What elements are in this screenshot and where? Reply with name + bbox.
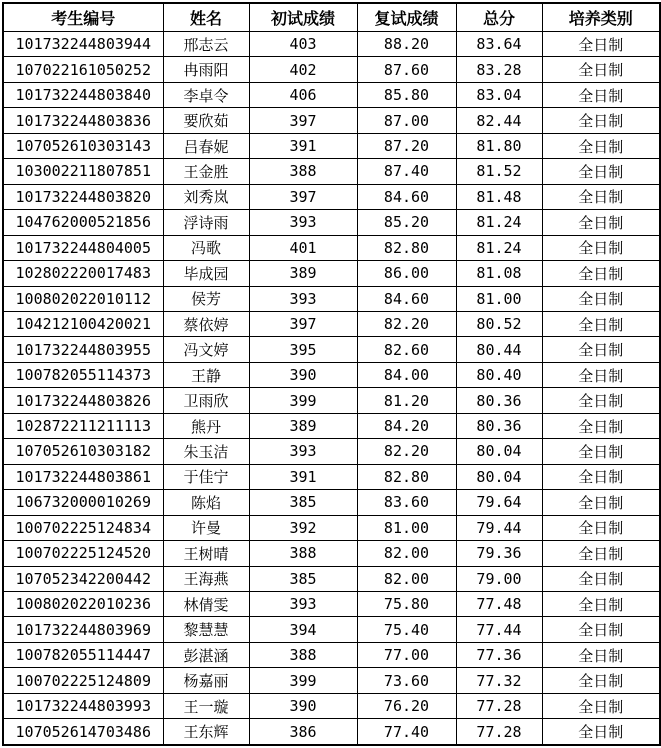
program-type-cell: 全日制 bbox=[542, 32, 660, 57]
total-score-cell: 80.44 bbox=[456, 337, 542, 362]
candidate-id-cell: 100802022010112 bbox=[3, 286, 163, 311]
total-score-cell: 80.04 bbox=[456, 464, 542, 489]
table-row bbox=[3, 719, 660, 745]
column-header-initial-score: 初试成绩 bbox=[249, 3, 357, 32]
total-score-cell: 77.36 bbox=[456, 642, 542, 667]
program-type-cell: 全日制 bbox=[542, 668, 660, 693]
candidate-id-cell: 100702225124809 bbox=[3, 668, 163, 693]
initial-score-cell: 397 bbox=[249, 108, 357, 133]
table-row bbox=[3, 566, 660, 591]
program-type-cell: 全日制 bbox=[542, 311, 660, 336]
table-row bbox=[3, 57, 660, 82]
program-type-cell: 全日制 bbox=[542, 337, 660, 362]
name-cell: 毕成园 bbox=[163, 261, 249, 286]
candidate-id-cell: 101732244803861 bbox=[3, 464, 163, 489]
name-cell: 于佳宁 bbox=[163, 464, 249, 489]
retest-score-cell: 84.60 bbox=[357, 286, 456, 311]
candidate-id-cell: 102872211211113 bbox=[3, 413, 163, 438]
program-type-cell: 全日制 bbox=[542, 464, 660, 489]
candidate-id-cell: 101732244803955 bbox=[3, 337, 163, 362]
name-cell: 王一璇 bbox=[163, 693, 249, 718]
total-score-cell: 80.40 bbox=[456, 362, 542, 387]
retest-score-cell: 73.60 bbox=[357, 668, 456, 693]
initial-score-cell: 392 bbox=[249, 515, 357, 540]
retest-score-cell: 85.80 bbox=[357, 82, 456, 107]
table-row bbox=[3, 311, 660, 336]
total-score-cell: 81.48 bbox=[456, 184, 542, 209]
retest-score-cell: 76.20 bbox=[357, 693, 456, 718]
table-row bbox=[3, 541, 660, 566]
initial-score-cell: 388 bbox=[249, 159, 357, 184]
program-type-cell: 全日制 bbox=[542, 642, 660, 667]
total-score-cell: 80.04 bbox=[456, 439, 542, 464]
retest-score-cell: 86.00 bbox=[357, 261, 456, 286]
program-type-cell: 全日制 bbox=[542, 591, 660, 616]
name-cell: 林倩雯 bbox=[163, 591, 249, 616]
candidate-id-cell: 107022161050252 bbox=[3, 57, 163, 82]
initial-score-cell: 391 bbox=[249, 133, 357, 158]
total-score-cell: 79.00 bbox=[456, 566, 542, 591]
table-row bbox=[3, 515, 660, 540]
table-row bbox=[3, 413, 660, 438]
table-row bbox=[3, 210, 660, 235]
column-header-name: 姓名 bbox=[163, 3, 249, 32]
name-cell: 王海燕 bbox=[163, 566, 249, 591]
initial-score-cell: 389 bbox=[249, 413, 357, 438]
candidate-id-cell: 107052614703486 bbox=[3, 719, 163, 745]
name-cell: 蔡依婷 bbox=[163, 311, 249, 336]
retest-score-cell: 82.60 bbox=[357, 337, 456, 362]
initial-score-cell: 399 bbox=[249, 668, 357, 693]
name-cell: 邢志云 bbox=[163, 32, 249, 57]
initial-score-cell: 401 bbox=[249, 235, 357, 260]
total-score-cell: 80.36 bbox=[456, 388, 542, 413]
retest-score-cell: 88.20 bbox=[357, 32, 456, 57]
retest-score-cell: 85.20 bbox=[357, 210, 456, 235]
name-cell: 王东辉 bbox=[163, 719, 249, 745]
total-score-cell: 79.44 bbox=[456, 515, 542, 540]
initial-score-cell: 399 bbox=[249, 388, 357, 413]
retest-score-cell: 87.40 bbox=[357, 159, 456, 184]
retest-score-cell: 87.20 bbox=[357, 133, 456, 158]
retest-score-cell: 77.40 bbox=[357, 719, 456, 745]
total-score-cell: 81.08 bbox=[456, 261, 542, 286]
total-score-cell: 83.28 bbox=[456, 57, 542, 82]
table-row bbox=[3, 337, 660, 362]
table-row bbox=[3, 693, 660, 718]
initial-score-cell: 389 bbox=[249, 261, 357, 286]
initial-score-cell: 386 bbox=[249, 719, 357, 745]
table-row bbox=[3, 184, 660, 209]
initial-score-cell: 395 bbox=[249, 337, 357, 362]
candidate-id-cell: 107052610303143 bbox=[3, 133, 163, 158]
admission-score-table bbox=[2, 2, 661, 746]
name-cell: 侯芳 bbox=[163, 286, 249, 311]
column-header-program-type: 培养类别 bbox=[542, 3, 660, 32]
name-cell: 李卓令 bbox=[163, 82, 249, 107]
initial-score-cell: 402 bbox=[249, 57, 357, 82]
table-row bbox=[3, 362, 660, 387]
initial-score-cell: 385 bbox=[249, 566, 357, 591]
table-row bbox=[3, 668, 660, 693]
retest-score-cell: 82.20 bbox=[357, 311, 456, 336]
table-row bbox=[3, 490, 660, 515]
name-cell: 浮诗雨 bbox=[163, 210, 249, 235]
initial-score-cell: 391 bbox=[249, 464, 357, 489]
program-type-cell: 全日制 bbox=[542, 57, 660, 82]
table-row bbox=[3, 32, 660, 57]
name-cell: 黎慧慧 bbox=[163, 617, 249, 642]
total-score-cell: 79.36 bbox=[456, 541, 542, 566]
total-score-cell: 80.36 bbox=[456, 413, 542, 438]
table-row bbox=[3, 388, 660, 413]
program-type-cell: 全日制 bbox=[542, 413, 660, 438]
initial-score-cell: 390 bbox=[249, 362, 357, 387]
table-row bbox=[3, 642, 660, 667]
program-type-cell: 全日制 bbox=[542, 235, 660, 260]
table-row bbox=[3, 261, 660, 286]
name-cell: 卫雨欣 bbox=[163, 388, 249, 413]
candidate-id-cell: 101732244803820 bbox=[3, 184, 163, 209]
program-type-cell: 全日制 bbox=[542, 693, 660, 718]
candidate-id-cell: 101732244803969 bbox=[3, 617, 163, 642]
candidate-id-cell: 100702225124520 bbox=[3, 541, 163, 566]
candidate-id-cell: 101732244803826 bbox=[3, 388, 163, 413]
initial-score-cell: 397 bbox=[249, 311, 357, 336]
total-score-cell: 80.52 bbox=[456, 311, 542, 336]
total-score-cell: 83.64 bbox=[456, 32, 542, 57]
total-score-cell: 82.44 bbox=[456, 108, 542, 133]
column-header-retest-score: 复试成绩 bbox=[357, 3, 456, 32]
name-cell: 彭湛涵 bbox=[163, 642, 249, 667]
table-row bbox=[3, 108, 660, 133]
candidate-id-cell: 101732244803836 bbox=[3, 108, 163, 133]
table-row bbox=[3, 439, 660, 464]
name-cell: 冯歌 bbox=[163, 235, 249, 260]
initial-score-cell: 393 bbox=[249, 591, 357, 616]
name-cell: 朱玉洁 bbox=[163, 439, 249, 464]
retest-score-cell: 82.00 bbox=[357, 541, 456, 566]
retest-score-cell: 83.60 bbox=[357, 490, 456, 515]
candidate-id-cell: 100782055114373 bbox=[3, 362, 163, 387]
program-type-cell: 全日制 bbox=[542, 617, 660, 642]
candidate-id-cell: 106732000010269 bbox=[3, 490, 163, 515]
program-type-cell: 全日制 bbox=[542, 133, 660, 158]
name-cell: 冯文婷 bbox=[163, 337, 249, 362]
initial-score-cell: 397 bbox=[249, 184, 357, 209]
name-cell: 王树晴 bbox=[163, 541, 249, 566]
program-type-cell: 全日制 bbox=[542, 261, 660, 286]
initial-score-cell: 393 bbox=[249, 286, 357, 311]
candidate-id-cell: 101732244803993 bbox=[3, 693, 163, 718]
program-type-cell: 全日制 bbox=[542, 490, 660, 515]
name-cell: 陈焰 bbox=[163, 490, 249, 515]
name-cell: 熊丹 bbox=[163, 413, 249, 438]
table-body bbox=[3, 32, 660, 746]
total-score-cell: 77.48 bbox=[456, 591, 542, 616]
retest-score-cell: 82.80 bbox=[357, 464, 456, 489]
retest-score-cell: 75.40 bbox=[357, 617, 456, 642]
program-type-cell: 全日制 bbox=[542, 159, 660, 184]
initial-score-cell: 388 bbox=[249, 541, 357, 566]
candidate-id-cell: 107052610303182 bbox=[3, 439, 163, 464]
table-row bbox=[3, 286, 660, 311]
retest-score-cell: 81.00 bbox=[357, 515, 456, 540]
table-row bbox=[3, 235, 660, 260]
initial-score-cell: 393 bbox=[249, 210, 357, 235]
total-score-cell: 81.52 bbox=[456, 159, 542, 184]
program-type-cell: 全日制 bbox=[542, 388, 660, 413]
name-cell: 王静 bbox=[163, 362, 249, 387]
retest-score-cell: 84.00 bbox=[357, 362, 456, 387]
program-type-cell: 全日制 bbox=[542, 541, 660, 566]
total-score-cell: 77.32 bbox=[456, 668, 542, 693]
program-type-cell: 全日制 bbox=[542, 515, 660, 540]
retest-score-cell: 82.20 bbox=[357, 439, 456, 464]
table-row bbox=[3, 159, 660, 184]
table-row bbox=[3, 82, 660, 107]
total-score-cell: 77.44 bbox=[456, 617, 542, 642]
total-score-cell: 81.80 bbox=[456, 133, 542, 158]
initial-score-cell: 393 bbox=[249, 439, 357, 464]
total-score-cell: 83.04 bbox=[456, 82, 542, 107]
table-row bbox=[3, 464, 660, 489]
total-score-cell: 81.24 bbox=[456, 235, 542, 260]
name-cell: 许曼 bbox=[163, 515, 249, 540]
total-score-cell: 81.24 bbox=[456, 210, 542, 235]
total-score-cell: 81.00 bbox=[456, 286, 542, 311]
initial-score-cell: 403 bbox=[249, 32, 357, 57]
candidate-id-cell: 107052342200442 bbox=[3, 566, 163, 591]
retest-score-cell: 75.80 bbox=[357, 591, 456, 616]
candidate-id-cell: 103002211807851 bbox=[3, 159, 163, 184]
name-cell: 王金胜 bbox=[163, 159, 249, 184]
name-cell: 杨嘉丽 bbox=[163, 668, 249, 693]
name-cell: 冉雨阳 bbox=[163, 57, 249, 82]
retest-score-cell: 87.00 bbox=[357, 108, 456, 133]
program-type-cell: 全日制 bbox=[542, 719, 660, 745]
name-cell: 刘秀岚 bbox=[163, 184, 249, 209]
name-cell: 吕春妮 bbox=[163, 133, 249, 158]
header-row bbox=[3, 3, 660, 32]
candidate-id-cell: 104762000521856 bbox=[3, 210, 163, 235]
program-type-cell: 全日制 bbox=[542, 184, 660, 209]
program-type-cell: 全日制 bbox=[542, 439, 660, 464]
table-row bbox=[3, 591, 660, 616]
candidate-id-cell: 100702225124834 bbox=[3, 515, 163, 540]
table-row bbox=[3, 617, 660, 642]
table-row bbox=[3, 133, 660, 158]
candidate-id-cell: 101732244804005 bbox=[3, 235, 163, 260]
column-header-total-score: 总分 bbox=[456, 3, 542, 32]
candidate-id-cell: 102802220017483 bbox=[3, 261, 163, 286]
retest-score-cell: 81.20 bbox=[357, 388, 456, 413]
total-score-cell: 77.28 bbox=[456, 693, 542, 718]
column-header-candidate-id: 考生编号 bbox=[3, 3, 163, 32]
retest-score-cell: 77.00 bbox=[357, 642, 456, 667]
retest-score-cell: 82.80 bbox=[357, 235, 456, 260]
total-score-cell: 79.64 bbox=[456, 490, 542, 515]
program-type-cell: 全日制 bbox=[542, 210, 660, 235]
candidate-id-cell: 100802022010236 bbox=[3, 591, 163, 616]
name-cell: 要欣茹 bbox=[163, 108, 249, 133]
initial-score-cell: 394 bbox=[249, 617, 357, 642]
initial-score-cell: 406 bbox=[249, 82, 357, 107]
candidate-id-cell: 101732244803944 bbox=[3, 32, 163, 57]
initial-score-cell: 390 bbox=[249, 693, 357, 718]
initial-score-cell: 388 bbox=[249, 642, 357, 667]
program-type-cell: 全日制 bbox=[542, 566, 660, 591]
initial-score-cell: 385 bbox=[249, 490, 357, 515]
program-type-cell: 全日制 bbox=[542, 362, 660, 387]
candidate-id-cell: 100782055114447 bbox=[3, 642, 163, 667]
candidate-id-cell: 104212100420021 bbox=[3, 311, 163, 336]
total-score-cell: 77.28 bbox=[456, 719, 542, 745]
retest-score-cell: 82.00 bbox=[357, 566, 456, 591]
program-type-cell: 全日制 bbox=[542, 108, 660, 133]
program-type-cell: 全日制 bbox=[542, 286, 660, 311]
retest-score-cell: 87.60 bbox=[357, 57, 456, 82]
retest-score-cell: 84.20 bbox=[357, 413, 456, 438]
program-type-cell: 全日制 bbox=[542, 82, 660, 107]
retest-score-cell: 84.60 bbox=[357, 184, 456, 209]
candidate-id-cell: 101732244803840 bbox=[3, 82, 163, 107]
